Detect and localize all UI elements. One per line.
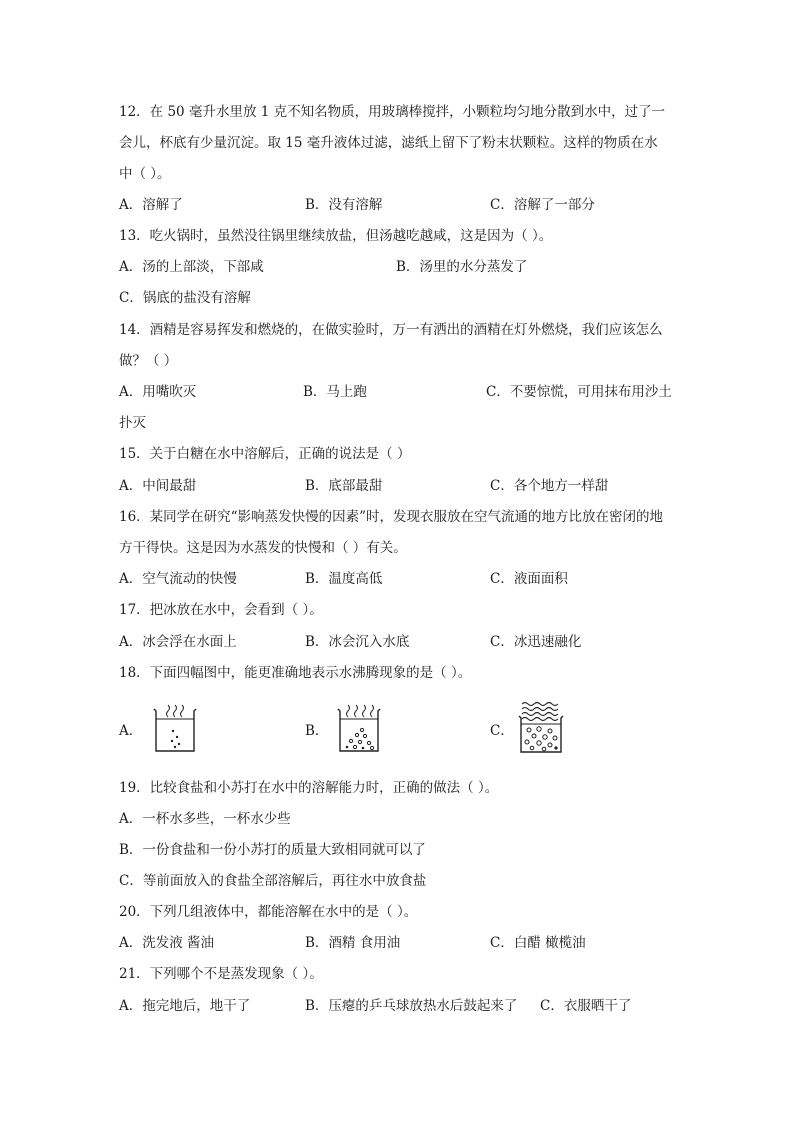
q14-option-c-continued: 扑灭 (119, 415, 146, 431)
beaker-a-icon (148, 703, 200, 755)
q21-option-c: C．衣服晒干了 (540, 998, 632, 1014)
q12-line-2: 会儿，杯底有少量沉淀。取 15 毫升液体过滤，滤纸上留下了粉末状颗粒。这样的物质在水 (119, 135, 658, 151)
q14-line-2: 做？（ ） (119, 353, 178, 369)
q19-option-b: B．一份食盐和一份小苏打的质量大致相同就可以了 (119, 842, 426, 858)
q18-option-b: B． (305, 723, 329, 739)
q21-option-a: A．拖完地后，地干了 (119, 998, 251, 1014)
q15-line-1: 15．关于白糖在水中溶解后，正确的说法是（ ） (119, 446, 411, 462)
q18-option-a: A． (119, 723, 143, 739)
q14-option-c: C．不要惊慌，可用抹布用沙土 (486, 384, 672, 400)
q16-option-a: A．空气流动的快慢 (119, 571, 237, 587)
q20-option-b: B．酒精 食用油 (305, 935, 401, 951)
q17-option-c: C．冰迅速融化 (490, 634, 582, 650)
beaker-c-icon (515, 700, 567, 756)
q16-line-2: 方干得快。这是因为水蒸发的快慢和（ ）有关。 (119, 540, 407, 556)
q20-option-a: A．洗发液 酱油 (119, 935, 215, 951)
q13-option-c: C．锅底的盐没有溶解 (119, 290, 251, 306)
q13-option-b: B．汤里的水分蒸发了 (396, 259, 528, 275)
q21-line-1: 21．下列哪个不是蒸发现象（ ）。 (119, 966, 323, 982)
q21-option-b: B．压瘪的乒乓球放热水后鼓起来了 (305, 998, 518, 1014)
q12-line-1: 12．在 50 毫升水里放 1 克不知名物质，用玻璃棒搅拌，小颗粒均匀地分散到水中，过了一 (119, 104, 666, 120)
q13-option-a: A．汤的上部淡，下部咸 (119, 259, 264, 275)
q17-option-b: B．冰会沉入水底 (305, 634, 410, 650)
q16-option-c: C．液面面积 (490, 571, 568, 587)
q17-option-a: A．冰会浮在水面上 (119, 634, 237, 650)
q14-option-a: A．用嘴吹灭 (119, 384, 197, 400)
q12-line-3: 中（ ）。 (119, 166, 171, 182)
q14-option-b: B．马上跑 (303, 384, 367, 400)
q19-line-1: 19．比较食盐和小苏打在水中的溶解能力时，正确的做法（ ）。 (119, 780, 499, 796)
q20-line-1: 20．下列几组液体中，都能溶解在水中的是（ ）。 (119, 904, 418, 920)
q19-option-c: C．等前面放入的食盐全部溶解后，再往水中放食盐 (119, 873, 427, 889)
q15-option-c: C．各个地方一样甜 (490, 478, 609, 494)
q16-option-b: B．温度高低 (305, 571, 383, 587)
q15-option-a: A．中间最甜 (119, 478, 197, 494)
q18-option-c: C． (490, 723, 514, 739)
q15-option-b: B．底部最甜 (305, 478, 383, 494)
q12-option-c: C．溶解了一部分 (490, 197, 595, 213)
q14-line-1: 14．酒精是容易挥发和燃烧的，在做实验时，万一有洒出的酒精在灯外燃烧，我们应该怎么 (119, 322, 663, 338)
q12-option-a: A．溶解了 (119, 197, 183, 213)
q20-option-c: C．白醋 橄榄油 (490, 935, 586, 951)
q18-line-1: 18．下面四幅图中，能更准确地表示水沸腾现象的是（ ）。 (119, 665, 472, 681)
q19-option-a: A．一杯水多些，一杯水少些 (119, 811, 291, 827)
q13-line-1: 13．吃火锅时，虽然没往锅里继续放盐，但汤越吃越咸，这是因为（ ）。 (119, 228, 553, 244)
beaker-b-icon (332, 703, 384, 755)
q12-option-b: B．没有溶解 (305, 197, 383, 213)
q16-line-1: 16．某同学在研究“影响蒸发快慢的因素”时，发现衣服放在空气流通的地方比放在密闭的地 (119, 509, 663, 525)
q17-line-1: 17．把冰放在水中，会看到（ ）。 (119, 602, 323, 618)
